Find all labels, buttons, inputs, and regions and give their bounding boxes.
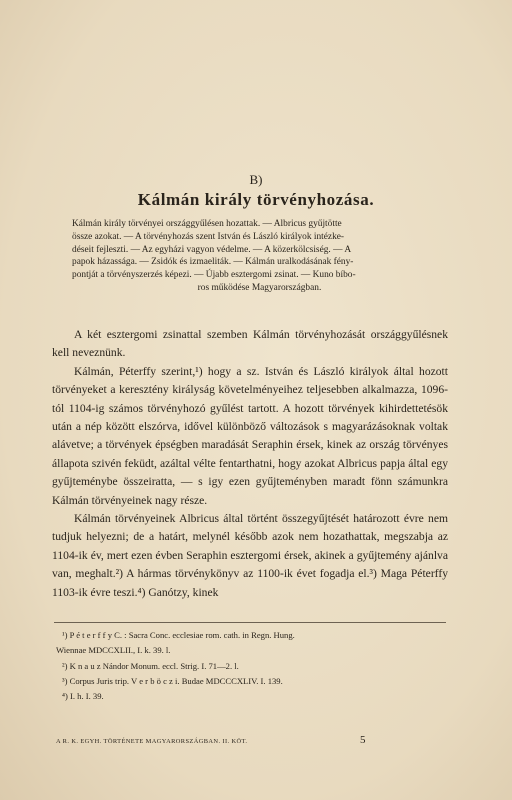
chapter-title: Kálmán király törvényhozása. (137, 190, 375, 209)
page-number: 5 (360, 734, 366, 746)
footnotes (56, 628, 450, 704)
summary-line: ros működése Magyarországban. (197, 282, 322, 293)
running-footer: A R. K. EGYH. TÖRTÉNETE MAGYARORSZÁGBAN. II. KÖT. (56, 738, 248, 745)
section-mark: B) (249, 172, 263, 187)
paragraph: A két esztergomi zsinattal szemben Kálmán törvényhozását országgyűlésnek kell neveznünk. (52, 328, 448, 360)
chapter-summary (72, 218, 447, 295)
summary-line: össze azokat. — A törvényhozás szent István és László királyok intézke- (72, 231, 345, 242)
summary-line: déseit fejleszti. — Az egyházi vagyon védelme. — A közerkölcsiség. — A (72, 244, 352, 255)
footnote-divider (54, 622, 446, 623)
footnote: ¹) P é t e r f f y C. : Sacra Conc. ecclesiae rom. cath. in Regn. Hung. (62, 630, 295, 640)
footnote: ⁴) I. h. I. 39. (62, 691, 104, 702)
paragraph: Kálmán törvényeinek Albricus által történt összegyűjtését határozott évre nem tudjuk helyezni; de a határt, melynél később azok nem hozathattak, megszabja az 1104-ik év, mert ezen évben Seraphin esztergomi érsek, akinek a gyűjtemény ajánlva van, meghalt.²) A hármas törvénykönyv az 1100-ik évet fogadja el.³) Maga Péterffy 1103-ik évre teszi.⁴) Ganótzy, kinek (52, 512, 448, 599)
footnote-continuation: Wiennae MDCCXLII., I. k. 39. l. (56, 645, 171, 656)
body-text (52, 326, 448, 602)
summary-line: papok házassága. — Zsidók és izmaeliták. — Kálmán uralkodásának fény- (72, 257, 354, 268)
summary-line: Kálmán király törvényei országgyűlésen hozattak. — Albricus gyűjtötte (72, 219, 342, 229)
paragraph: Kálmán, Péterffy szerint,¹) hogy a sz. István és László királyok által hozott törvényeket a keresztény királyság követelményeihez teljesebben alkalmazza, 1096-tól 1104-ig számos törvényhozó gyűlést tartott. A hozott törvények kihirdettetésök után a nép között elszórva, idővel különböző változások s magyarázásoknak voltak alávetve; a törvények épségben maradását Seraphin érsek, kinek az ország törvényes állapota szivén feküdt, azáltal vélte fentarthatni, hogy azokat Albricus papja által egy gyűjteménybe összeiratta, — s igy ezen gyűjteményben maradt fönn számunkra Kálmán törvényeinek nagy része. (52, 364, 448, 507)
summary-line: pontját a törvényszerzés képezi. — Újabb esztergomi zsinat. — Kuno bíbo- (72, 270, 356, 281)
footnote: ²) K n a u z Nándor Monum. eccl. Strig. I. 71—2. l. (62, 660, 239, 671)
footnote: ³) Corpus Juris trip. V e r b ö c z i. Budae MDCCCXLIV. I. 139. (62, 675, 283, 686)
